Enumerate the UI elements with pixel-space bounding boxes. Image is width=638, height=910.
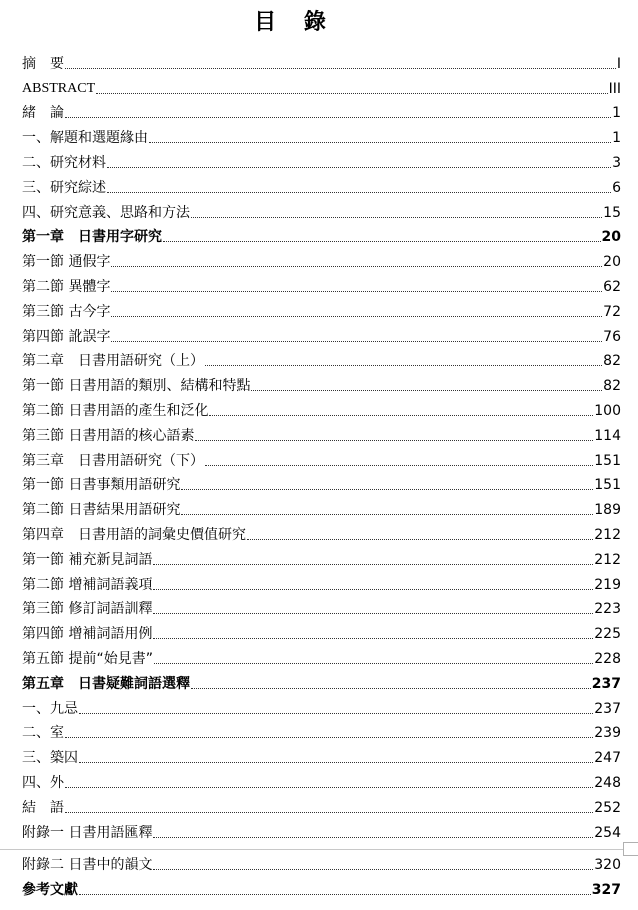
entry-label: 四、外 — [22, 774, 64, 791]
toc-entry[interactable] — [22, 792, 621, 817]
toc-entry[interactable] — [22, 246, 621, 271]
toc-entry[interactable] — [22, 172, 621, 197]
page-number: 252 — [594, 799, 621, 816]
entry-label: 三、研究綜述 — [22, 179, 106, 196]
toc-entry[interactable] — [22, 874, 621, 899]
page-number: 247 — [594, 750, 621, 767]
page-number: 212 — [594, 526, 621, 543]
dot-leader — [153, 836, 593, 838]
entry-label: 二、室 — [22, 725, 64, 742]
page-number: 15 — [603, 204, 621, 221]
dot-leader — [191, 687, 591, 689]
page-number: 228 — [594, 650, 621, 667]
toc-entry[interactable] — [22, 618, 621, 643]
entry-label: 第四節 訛誤字 — [22, 328, 111, 345]
page-number: 20 — [603, 254, 621, 271]
dot-leader — [111, 315, 602, 317]
toc-chapter-entry[interactable] — [22, 519, 621, 544]
page-number: 189 — [594, 502, 621, 519]
page-number: 1 — [612, 130, 621, 147]
page-number: 219 — [594, 576, 621, 593]
entry-label: 四、研究意義、思路和方法 — [22, 204, 190, 221]
page-number: 62 — [603, 278, 621, 295]
dot-leader — [181, 513, 593, 515]
toc-entry[interactable] — [22, 494, 621, 519]
page-corner-icon — [623, 842, 638, 856]
dot-leader — [181, 488, 593, 490]
entry-label: 第二節 異體字 — [22, 278, 111, 295]
toc-entry[interactable] — [22, 122, 621, 147]
toc-chapter-entry[interactable] — [22, 222, 621, 247]
page-number: 254 — [594, 824, 621, 841]
toc-entry[interactable] — [22, 850, 621, 875]
page-number: 237 — [594, 700, 621, 717]
toc-entry[interactable] — [22, 73, 621, 98]
dot-leader — [111, 290, 602, 292]
entry-label: 第三節 日書用語的核心語素 — [22, 427, 195, 444]
entry-label: 第五章 日書疑難詞語選釋 — [22, 675, 190, 692]
page-number: 327 — [591, 882, 621, 899]
page-number: 320 — [594, 857, 621, 874]
page-number: 6 — [612, 179, 621, 196]
dot-leader — [65, 67, 616, 69]
entry-label: 第五節 提前“始見書” — [22, 650, 153, 667]
dot-leader — [153, 637, 593, 639]
dot-leader — [111, 265, 602, 267]
dot-leader — [79, 761, 593, 763]
dot-leader — [191, 216, 602, 218]
page-break-line — [0, 849, 638, 850]
entry-label: 第一節 補充新見詞語 — [22, 551, 153, 568]
toc-entry[interactable] — [22, 370, 621, 395]
dot-leader — [79, 893, 591, 895]
page-number: 114 — [594, 427, 621, 444]
entry-label: 第一節 日書用語的類別、結構和特點 — [22, 378, 251, 395]
toc-entry[interactable] — [22, 643, 621, 668]
dot-leader — [163, 240, 601, 242]
entry-label: 第二章 日書用語研究（上） — [22, 353, 204, 370]
page-number: 72 — [603, 303, 621, 320]
dot-leader — [153, 588, 593, 590]
dot-leader — [251, 389, 602, 391]
toc-chapter-entry[interactable] — [22, 668, 621, 693]
dot-leader — [107, 191, 611, 193]
entry-label: 第三節 古今字 — [22, 303, 111, 320]
toc-entry[interactable] — [22, 271, 621, 296]
toc-entry[interactable] — [22, 395, 621, 420]
dot-leader — [154, 662, 593, 664]
dot-leader — [209, 414, 593, 416]
toc-title: 目 錄 — [254, 9, 336, 35]
page-number: 82 — [603, 378, 621, 395]
entry-label: 結 語 — [22, 799, 64, 816]
page-number: 237 — [591, 675, 621, 692]
page-number: 151 — [594, 452, 621, 469]
dot-leader — [153, 868, 593, 870]
dot-leader — [65, 736, 593, 738]
toc-entry[interactable] — [22, 544, 621, 569]
dot-leader — [65, 116, 611, 118]
page-number: 212 — [594, 551, 621, 568]
entry-label: 第一章 日書用字研究 — [22, 229, 162, 246]
page-number: 223 — [594, 601, 621, 618]
toc-chapter-entry[interactable] — [22, 445, 621, 470]
toc-entry[interactable] — [22, 197, 621, 222]
toc-entry[interactable] — [22, 420, 621, 445]
page-number: 248 — [594, 774, 621, 791]
toc-entry[interactable] — [22, 569, 621, 594]
toc-entry[interactable] — [22, 718, 621, 743]
entry-label: 參考文獻 — [22, 882, 78, 899]
toc-entry[interactable] — [22, 470, 621, 495]
toc-entry[interactable] — [22, 767, 621, 792]
dot-leader — [153, 563, 593, 565]
entry-label: 一、九忌 — [22, 700, 78, 717]
entry-label: 三、築囚 — [22, 750, 78, 767]
toc-entry[interactable] — [22, 817, 621, 842]
page-number: 20 — [601, 229, 621, 246]
entry-label: 第三節 修訂詞語訓釋 — [22, 601, 153, 618]
entry-label: 第三章 日書用語研究（下） — [22, 452, 204, 469]
dot-leader — [96, 92, 607, 94]
entry-label: 第四章 日書用語的詞彙史價值研究 — [22, 526, 246, 543]
entry-label: 第四節 增補詞語用例 — [22, 626, 153, 643]
entry-label: 第二節 增補詞語義項 — [22, 576, 153, 593]
toc-entry[interactable] — [22, 594, 621, 619]
page-number: III — [608, 80, 621, 97]
entry-label: 第二節 日書用語的產生和泛化 — [22, 402, 209, 419]
toc-entry[interactable] — [22, 321, 621, 346]
toc-entry[interactable] — [22, 147, 621, 172]
dot-leader — [107, 166, 611, 168]
entry-label: 第二節 日書結果用語研究 — [22, 502, 181, 519]
dot-leader — [153, 612, 593, 614]
entry-label: 附錄一 日書用語匯釋 — [22, 824, 153, 841]
table-of-contents — [22, 48, 621, 899]
toc-entry[interactable] — [22, 296, 621, 321]
page-number: 100 — [594, 402, 621, 419]
toc-entry[interactable] — [22, 48, 621, 73]
dot-leader — [149, 141, 611, 143]
dot-leader — [205, 364, 602, 366]
entry-label: 第一節 日書事類用語研究 — [22, 477, 181, 494]
entry-label: 一、解題和選題緣由 — [22, 130, 148, 147]
toc-entry[interactable] — [22, 742, 621, 767]
page-number: 239 — [594, 725, 621, 742]
toc-chapter-entry[interactable] — [22, 346, 621, 371]
entry-label: ABSTRACT — [22, 80, 96, 96]
dot-leader — [111, 340, 602, 342]
page-number: 225 — [594, 626, 621, 643]
page-number: 151 — [594, 477, 621, 494]
dot-leader — [79, 712, 593, 714]
entry-label: 緒 論 — [22, 105, 64, 122]
dot-leader — [247, 538, 593, 540]
dot-leader — [65, 786, 593, 788]
entry-label: 摘 要 — [22, 55, 64, 72]
entry-label: 二、研究材料 — [22, 154, 106, 171]
dot-leader — [195, 439, 593, 441]
dot-leader — [205, 464, 593, 466]
page-number: 3 — [612, 154, 621, 171]
page-number: I — [616, 55, 621, 72]
toc-entry[interactable] — [22, 98, 621, 123]
entry-label: 第一節 通假字 — [22, 254, 111, 271]
page-number: 1 — [612, 105, 621, 122]
dot-leader — [65, 811, 593, 813]
entry-label: 附錄二 日書中的韻文 — [22, 857, 153, 874]
page-number: 76 — [603, 328, 621, 345]
page-number: 82 — [603, 353, 621, 370]
toc-entry[interactable] — [22, 693, 621, 718]
